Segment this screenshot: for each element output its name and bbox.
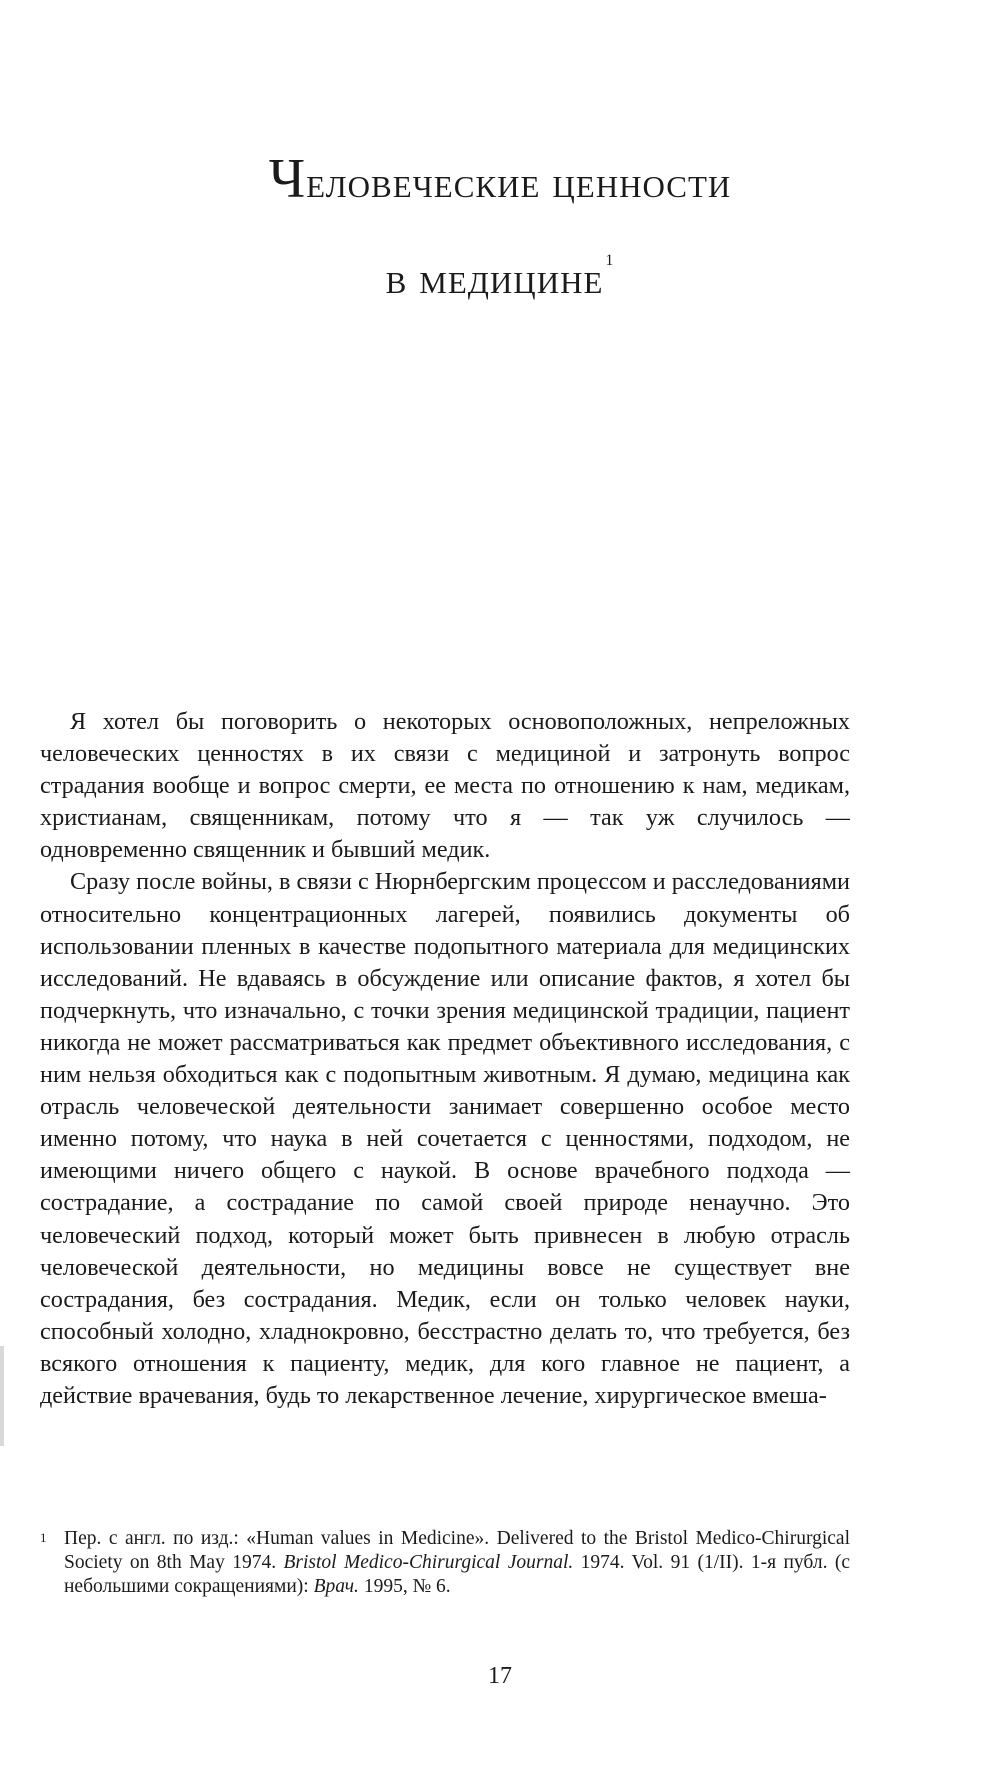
chapter-title-line-1 <box>40 140 960 222</box>
footnote-text-part-3: 1995, № 6. <box>358 1576 451 1597</box>
chapter-title <box>40 140 960 318</box>
page-number: 17 <box>488 1663 512 1689</box>
body-text <box>40 706 850 1412</box>
footnote <box>40 1527 850 1599</box>
footnote-text-part-2: 1974. Vol. 91 (1/II). 1-я публ. (с небольшими сокращениями): <box>64 1552 850 1597</box>
footnote-text-part-1: Пер. с англ. по изд.: «Human values in Medicine». Delivered to the Bristol Medico-Chirurgical Society on 8th May 1974. <box>64 1528 850 1573</box>
scan-edge-shadow <box>0 1346 4 1446</box>
title-line-2-text: в медицине <box>385 254 604 303</box>
footnote-source: Врач. <box>313 1576 359 1597</box>
paragraph-1: Я хотел бы поговорить о некоторых основоположных, непреложных человеческих ценностях в их связи с медициной и затронуть вопрос страдания вообще и вопрос смерти, ее места по отношению к нам, медикам, христианам, священникам, потому что я — так уж случилось — одновременно священник и бывший медик. <box>40 708 850 864</box>
chapter-title-line-2 <box>40 222 960 318</box>
footnote-mark: 1 <box>40 1530 47 1545</box>
title-line-1-text: еловеческие ценности <box>306 158 732 207</box>
footnote-journal: Bristol Medico-Chirurgical Journal. <box>283 1552 574 1573</box>
paragraph-2: Сразу после войны, в связи с Нюрнбергским процессом и расследованиями относительно концентрационных лагерей, появились документы об использовании пленных в качестве подопытного материала для медицинских исследований. Не вдаваясь в обсуждение или описание фактов, я хотел бы подчеркнуть, что изначально, с точки зрения медицинской традиции, пациент никогда не может рассматриваться как предмет объективного исследования, с ним нельзя обходиться как с подопытным животным. Я думаю, медицина как отрасль человеческой деятельности занимает совершенно особое место именно потому, что наука в ней сочетается с ценностями, подходом, не имеющими ничего общего с наукой. В основе врачебного подхода — сострадание, а сострадание по самой своей природе ненаучно. Это человеческий подход, который может быть привнесен в любую отрасль человеческой деятельности, но медицины вовсе не существует вне сострадания, без сострадания. Медик, если он только человек науки, способный холодно, хладнокровно, бесстрастно делать то, что требуется, без всякого отношения к пациенту, медик, для кого главное не пациент, а действие врачевания, будь то лекарственное лечение, хирургическое вмеша- <box>40 868 850 1409</box>
title-footnote-ref[interactable]: 1 <box>605 252 615 269</box>
title-initial: Ч <box>268 148 307 210</box>
footnote-text <box>64 1527 850 1599</box>
